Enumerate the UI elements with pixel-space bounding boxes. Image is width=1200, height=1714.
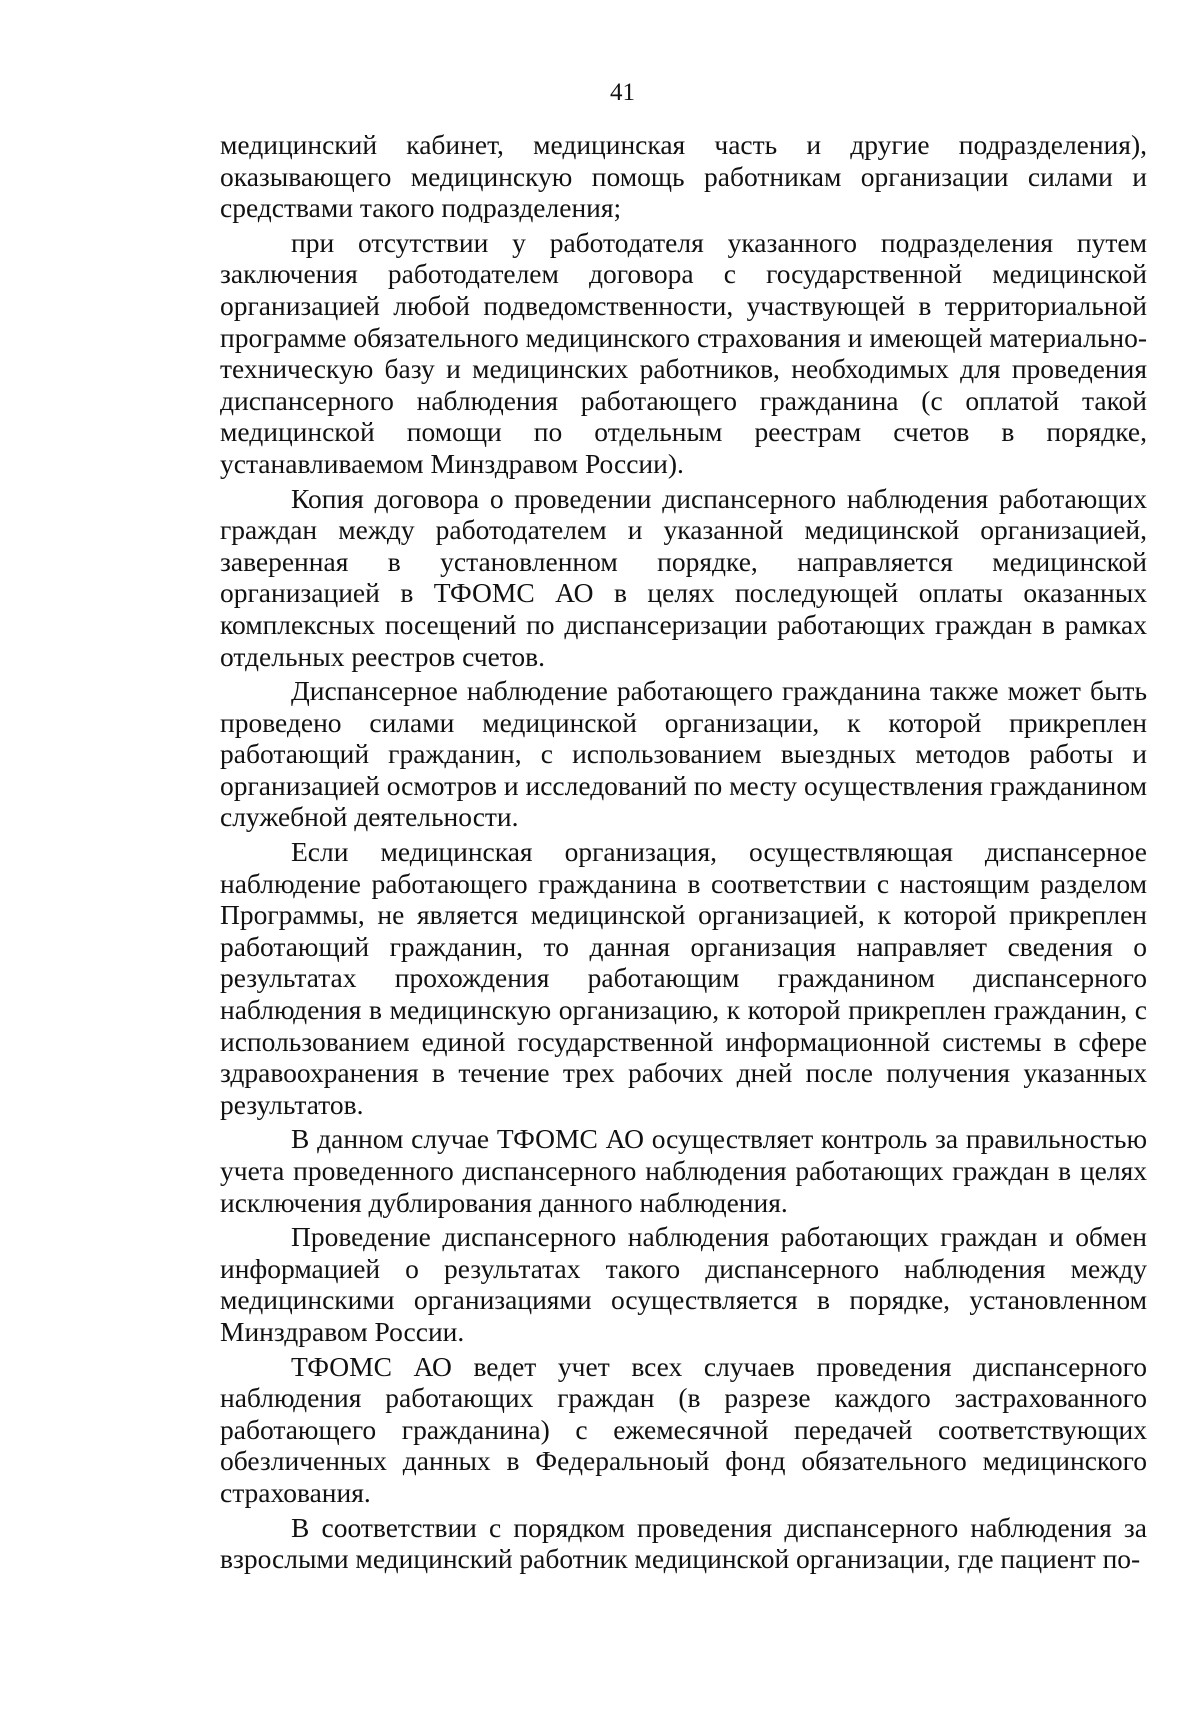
paragraph-5: Если медицинская организация, осуществляющая диспансерное наблюдение работающего гражданина в соответствии с настоящим разделом Программы, не является медицинской организацией, к которой прикреплен работающий гражданин, то данная организация направляет сведения о результатах прохождения работающим гражданином диспансерного наблюдения в медицинскую организацию, к которой прикреплен гражданин, с использованием единой государственной информационной системы в сфере здравоохранения в течение трех рабочих дней после получения указанных результатов.: [220, 836, 1147, 1120]
paragraph-2: при отсутствии у работодателя указанного подразделения путем заключения работодателем договора с государственной медицинской организацией любой подведомственности, участвующей в территориальной программе обязательного медицинского страхования и имеющей материально-техническую базу и медицинских работников, необходимых для проведения диспансерного наблюдения работающего гражданина (с оплатой такой медицинской помощи по отдельным реестрам счетов в порядке, устанавливаемом Минздравом России).: [220, 226, 1147, 479]
body-text: [220, 129, 1147, 1578]
paragraph-7: Проведение диспансерного наблюдения работающих граждан и обмен информацией о результатах такого диспансерного наблюдения между медицинскими организациями осуществляется в порядке, установленном Минздравом России.: [220, 1221, 1147, 1347]
paragraph-6: В данном случае ТФОМС АО осуществляет контроль за правильностью учета проведенного диспансерного наблюдения работающих граждан в целях исключения дублирования данного наблюдения.: [220, 1123, 1147, 1218]
paragraph-4: Диспансерное наблюдение работающего гражданина также может быть проведено силами медицинской организации, к которой прикреплен работающий гражданин, с использованием выездных методов работы и организацией осмотров и исследований по месту осуществления гражданином служебной деятельности.: [220, 675, 1147, 833]
paragraph-1: медицинский кабинет, медицинская часть и другие подразделения), оказывающего медицинскую помощь работникам организации силами и средствами такого подразделения;: [220, 129, 1147, 224]
page-number: 41: [610, 79, 635, 106]
paragraph-8: ТФОМС АО ведет учет всех случаев проведения диспансерного наблюдения работающих граждан (в разрезе каждого застрахованного работающего гражданина) с ежемесячной передачей соответствующих обезличенных данных в Федеральноый фонд обязательного медицинского страхования.: [220, 1350, 1147, 1508]
paragraph-3: Копия договора о проведении диспансерного наблюдения работающих граждан между работодателем и указанной медицинской организацией, заверенная в установленном порядке, направляется медицинской организацией в ТФОМС АО в целях последующей оплаты оказанных комплексных посещений по диспансеризации работающих граждан в рамках отдельных реестров счетов.: [220, 482, 1147, 672]
paragraph-9: В соответствии с порядком проведения диспансерного наблюдения за взрослыми медицинский работник медицинской организации, где пациент по-: [220, 1511, 1147, 1575]
